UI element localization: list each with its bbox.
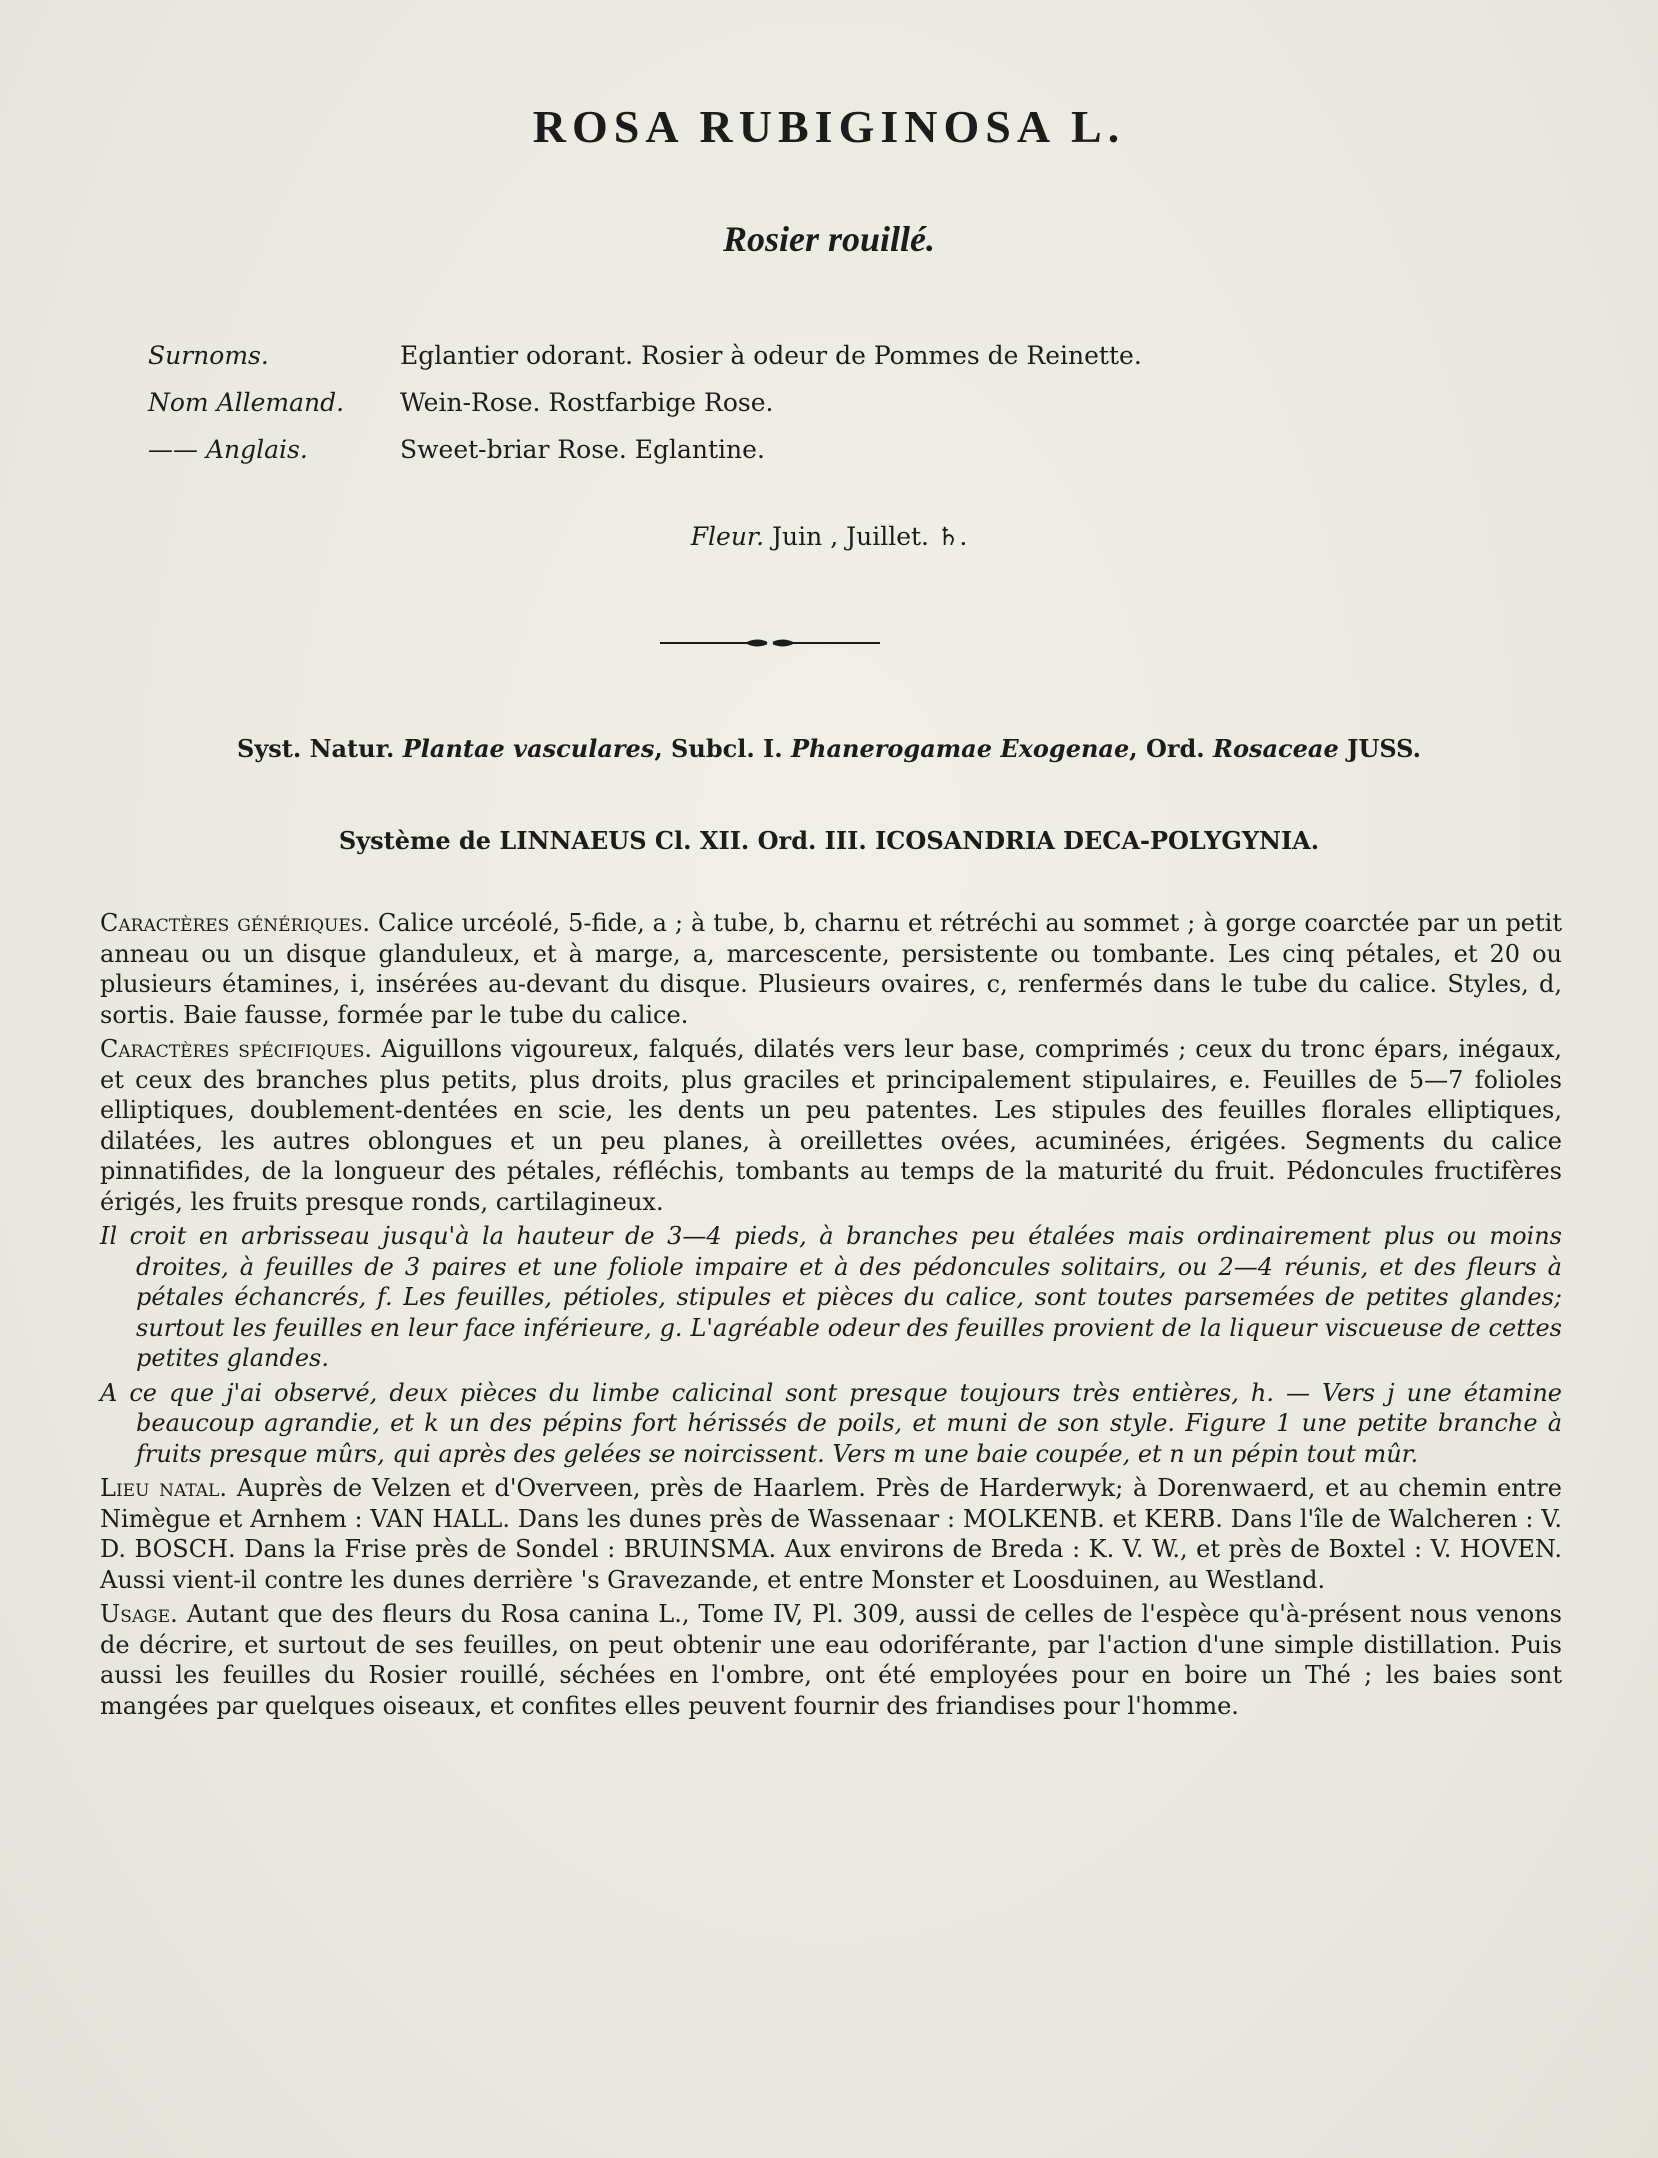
description-body [100,908,1562,1725]
flower-label: Fleur. [690,522,765,551]
paragraph-generic [100,908,1562,1030]
paragraph-text: Autant que des fleurs du Rosa canina L., Tome IV, Pl. 309, aussi de celles de l'espèce qu'à-présent nous venons de décrire, et surtout de ses feuilles, on peut obtenir une eau odoriférante, par l'action d'une simple distillation. Puis aussi les feuilles du Rosier rouillé, séchées en l'ombre, ont été employées pour en boire un Thé ; les baies sont mangées par quelques oiseaux, et confites elles peuvent fournir des friandises pour l'homme. [100,1600,1562,1720]
paragraph-text: Auprès de Velzen et d'Overveen, près de Haarlem. Près de Harderwyk; à Dorenwaerd, et au chemin entre Nimègue et Arnhem : VAN HALL. Dans les dunes près de Wassenaar : MOLKENB. et KERB. Dans l'île de Walcheren : V. D. BOSCH. Dans la Frise près de Sondel : BRUINSMA. Aux environs de Breda : K. V. W., et près de Boxtel : V. HOVEN. Aussi vient-il contre les dunes derrière 's Gravezande, et entre Monster et Loosduinen, au Westland. [100,1474,1562,1594]
syst-family: Rosaceae [1213,734,1339,763]
paragraph-text: Aiguillons vigoureux, falqués, dilatés vers leur base, comprimés ; ceux du tronc épars, inégaux, et ceux des branches plus petits, plus droits, plus graciles et principalement stipulaires, e. Feuilles de 5—7 folioles elliptiques, doublement-dentées en scie, les dents un peu patentes. Les stipules des feuilles florales elliptiques, dilatées, les autres oblongues et un peu planes, à oreillettes ovées, acuminées, érigées. Segments du calice pinnatifides, de la longueur des pétales, réfléchis, tombants au temps de la maturité du fruit. Pédoncules fructifères érigés, les fruits presque ronds, cartilagineux. [100,1035,1562,1216]
paragraph-growth: Il croit en arbrisseau jusqu'à la hauteur de 3—4 pieds, à branches peu étalées mais ordinairement plus ou moins droites, à feuilles de 3 paires et une foliole impaire et à des pédoncules solitairs, ou 2—4 réunis, et des fleurs à pétales échancrés, f. Les feuilles, pétioles, stipules et pièces du calice, sont toutes parsemées de petites glandes; surtout les feuilles en leur face inférieure, g. L'agréable odeur des feuilles provient de la liqueur viscueuse de cettes petites glandes. [100,1222,1562,1372]
paragraph-observation: A ce que j'ai observé, deux pièces du limbe calicinal sont presque toujours très entières, h. — Vers j une étamine beaucoup agrandie, et k un des pépins fort hérissés de poils, et muni de son style. Figure 1 une petite branche à fruits presque mûrs, qui après des gelées se noircissent. Vers m une baie coupée, et n un pépin tout mûr. [100,1378,1562,1468]
syst-class: Plantae vasculares [402,734,655,763]
page-title: ROSA RUBIGINOSA L. [532,101,1126,152]
paragraph-label: Caractères génériques. [100,909,371,937]
paragraph-specific [100,1034,1562,1217]
linnaeus-system-line [0,826,1658,855]
syst-prefix: Syst. Natur. [236,734,395,763]
names-label: Surnoms. [148,341,269,370]
names-label: Nom Allemand. [148,388,345,417]
syst-author: JUSS. [1347,734,1422,763]
flower-value: Juin , Juillet. [772,522,929,551]
names-value: Sweet-briar Rose. Eglantine. [400,435,765,464]
linn-prefix: Système de [338,826,492,855]
paragraph-label: Usage. [100,1600,178,1628]
paragraph-label: Caractères spécifiques. [100,1035,372,1063]
syst-subclass: , Subcl. I. [654,734,783,763]
names-label: —— Anglais. [148,435,308,464]
syst-order: , Ord. [1129,734,1205,763]
linn-group: ICOSANDRIA DECA-POLYGYNIA. [875,826,1320,855]
flowering-period [0,522,1658,551]
paragraph-usage [100,1599,1562,1721]
page-subtitle: Rosier rouillé. [722,219,936,259]
linn-class: Cl. XII. Ord. III. [654,826,867,855]
shrub-symbol: ♄. [936,522,968,551]
paragraph-text: Calice urcéolé, 5-fide, a ; à tube, b, charnu et rétréchi au sommet ; à gorge coarctée par un petit anneau ou un disque glanduleux, et à marge, a, marcescente, persistente ou tombante. Les cinq pétales, et 20 ou plusieurs étamines, i, insérées au-devant du disque. Plusieurs ovaires, c, renfermés dans le tube du calice. Styles, d, sortis. Baie fausse, formée par le tube du calice. [100,909,1562,1029]
names-row-allemand [148,379,1142,426]
ornament-divider [660,634,880,652]
paragraph-habitat [100,1473,1562,1595]
syst-subclass-name: Phanerogamae Exogenae [791,734,1130,763]
names-value: Wein-Rose. Rostfarbige Rose. [400,388,774,417]
names-row-anglais [148,426,1142,473]
names-value: Eglantier odorant. Rosier à odeur de Pommes de Reinette. [400,341,1142,370]
natural-system-line [0,734,1658,763]
paragraph-label: Lieu natal. [100,1474,227,1502]
linn-author: LINNAEUS [499,826,647,855]
names-row-surnoms [148,332,1142,379]
common-names [148,332,1142,473]
